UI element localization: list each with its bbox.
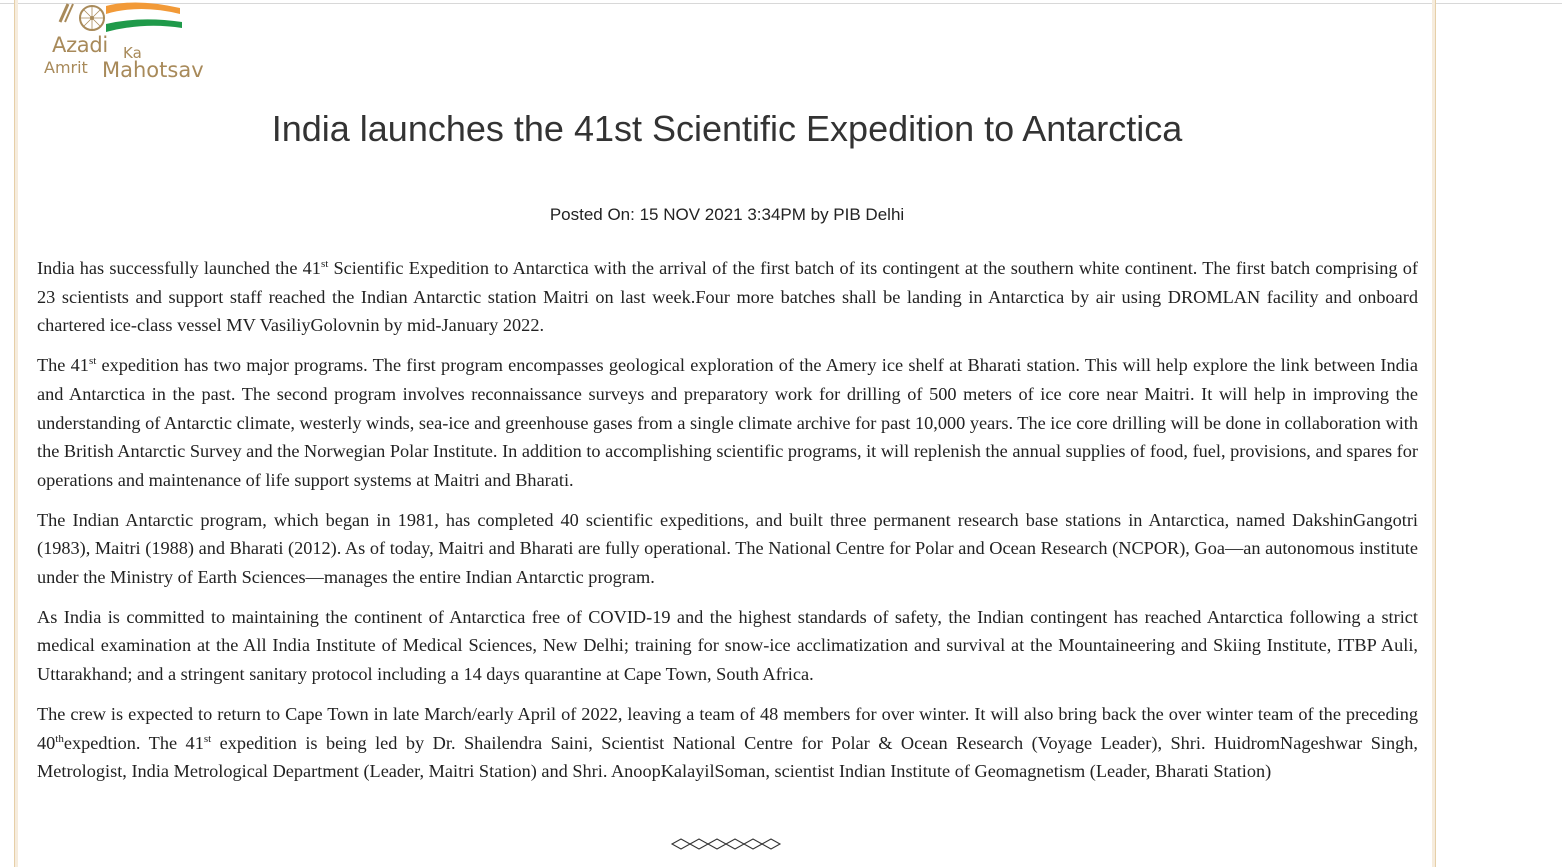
- paragraph-2: The 41st expedition has two major programs. The first program encompasses geological exploration of the Amery ice shelf at Bharati station. This will help explore the link between India and Antarctica in the past. The second program involves reconnaissance surveys and preparatory work for drilling of 500 meters of ice core near Maitri. It will help in improving the understanding of Antarctic climate, westerly winds, sea-ice and greenhouse gases from a single climate archive for past 10,000 years. The ice core drilling will be done in collaboration with the British Antarctic Survey and the Norwegian Polar Institute. In addition to accomplishing scientific programs, it will replenish the annual supplies of food, fuel, provisions, and spares for operations and maintenance of life support systems at Maitri and Bharati.: [37, 355, 1418, 490]
- paragraph-4: As India is committed to maintaining the continent of Antarctica free of COVID-19 and the highest standards of safety, the Indian contingent has reached Antarctica following a strict medical examination at the All India Institute of Medical Sciences, New Delhi; training for snow-ice acclimatization and survival at the Mountaineering and Skiing Institute, ITBP Auli, Uttarakhand; and a stringent sanitary protocol including a 14 days quarantine at Cape Town, South Africa.: [37, 606, 1418, 685]
- diamond-ornament-icon: [660, 836, 790, 852]
- azadi-ka-amrit-mahotsav-logo: [40, 0, 230, 86]
- article-body: [37, 254, 1418, 797]
- logo-azadi-text: Azadi: [52, 33, 108, 57]
- logo-mahotsav-text: Mahotsav: [102, 58, 204, 82]
- posted-on-line: Posted On: 15 NOV 2021 3:34PM by PIB Delhi: [549, 205, 905, 224]
- logo-amrit-text: Amrit: [44, 58, 88, 77]
- paragraph-1: India has successfully launched the 41st Scientific Expedition to Antarctica with the arrival of the first batch of its contingent at the southern white continent. The first batch comprising of 23 scientists and support staff reached the Indian Antarctic station Maitri on last week.Four more batches shall be landing in Antarctica by air using DROMLAN facility and onboard chartered ice-class vessel MV VasiliyGolovnin by mid-January 2022.: [37, 258, 1418, 336]
- paragraph-5: The crew is expected to return to Cape Town in late March/early April of 2022, leaving a team of 48 members for over winter. It will also bring back the over winter team of the preceding 40thexpedtion. The 41st expedition is being led by Dr. Shailendra Saini, Scientist National Centre for Polar & Ocean Research (Voyage Leader), Shri. HuidromNageshwar Singh, Metrologist, India Metrological Department (Leader, Maitri Station) and Shri. AnoopKalayilSoman, scientist Indian Institute of Geomagnetism (Leader, Bharati Station): [37, 703, 1418, 782]
- page-title: India launches the 41st Scientific Expedition to Antarctica: [271, 108, 1183, 149]
- logo-ka-text: Ka: [123, 44, 142, 62]
- paragraph-3: The Indian Antarctic program, which began in 1981, has completed 40 scientific expeditions, and built three permanent research base stations in Antarctica, named DakshinGangotri (1983), Maitri (1988) and Bharati (2012). As of today, Maitri and Bharati are fully operational. The National Centre for Polar and Ocean Research (NCPOR), Goa—an autonomous institute under the Ministry of Earth Sciences—manages the entire Indian Antarctic program.: [37, 509, 1418, 588]
